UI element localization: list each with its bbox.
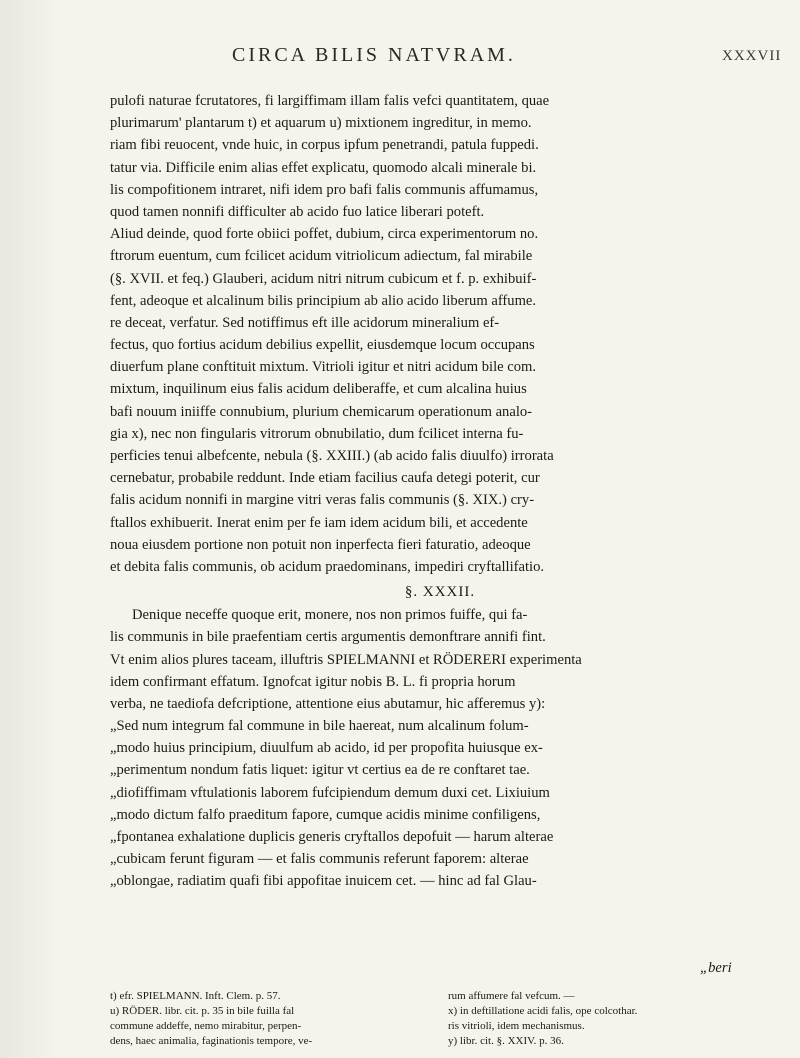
text-line: fectus, quo fortius acidum debilius expellit, eiusdemque locum occupans	[110, 337, 535, 354]
main-text	[110, 90, 770, 893]
section-heading: §. XXXII.	[404, 584, 476, 601]
text-line: re deceat, verfatur. Sed notiffimus eft ille acidorum mineralium ef-	[110, 314, 500, 331]
footnotes-right-column	[448, 989, 770, 1049]
text-line: falis acidum nonnifi in margine vitri veras falis communis (§. XIX.) cry-	[110, 492, 535, 509]
text-line: t) efr. SPIELMANN. Inft. Clem. p. 57.	[110, 990, 281, 1002]
text-line: perficies tenui albefcente, nebula (§. XXIII.) (ab acido falis diuulfo) irrorata	[110, 448, 554, 464]
text-line: riam fibi reuocent, vnde huic, in corpus ipfum penetrandi, patula fuppedi.	[110, 137, 539, 154]
catchword: „beri	[700, 960, 732, 976]
text-line: „cubicam ferunt figuram — et falis communis referunt faporem: alterae	[110, 851, 529, 868]
text-line: „perimentum nondum fatis liquet: igitur vt certius ea de re conftaret tae.	[110, 762, 530, 779]
quotation	[110, 715, 770, 893]
text-line: „modo huius principium, diuulfum ab acido, id per propofita huiusque ex-	[110, 740, 543, 757]
text-line: x) in deftillatione acidi falis, ope colcothar.	[448, 1005, 638, 1017]
text-line: „oblongae, radiatim quafi fibi appofitae inuicem cet. — hinc ad fal Glau-	[110, 873, 537, 890]
text-line: cernebatur, probabile reddunt. Inde etiam facilius caufa detegi poterit, cur	[110, 470, 540, 487]
text-line: ftallos exhibuerit. Inerat enim per fe iam idem acidum bili, et accedente	[110, 514, 528, 531]
footnotes-left-column	[110, 989, 432, 1049]
text-line: Aliud deinde, quod forte obiici poffet, dubium, circa experimentorum no.	[110, 226, 539, 243]
text-line: ris vitrioli, idem mechanismus.	[448, 1020, 585, 1032]
footnotes	[110, 989, 770, 1049]
text-line: gia x), nec non fingularis vitrorum obnubilatio, dum fcilicet interna fu-	[110, 425, 524, 442]
running-title: CIRCA BILIS NATVRAM.	[232, 44, 516, 66]
text-line: pulofi naturae fcrutatores, fi largiffimam illam falis vefci quantitatem, quae	[110, 93, 550, 109]
page-fold-shadow	[0, 0, 60, 1058]
text-line: noua eiusdem portione non potuit non inperfecta fieri faturatio, adeoque	[110, 536, 531, 553]
text-line: verba, ne taediofa defcriptione, attentione eius abutamur, hic afferemus y):	[110, 695, 546, 712]
text-line: (§. XVII. et feq.) Glauberi, acidum nitri nitrum cubicum et f. p. exhibuif-	[110, 270, 537, 287]
text-line: plurimarum' plantarum t) et aquarum u) mixtionem ingreditur, in memo.	[110, 115, 532, 132]
text-line: tatur via. Difficile enim alias effet explicatu, quomodo alcali minerale bi.	[110, 159, 537, 176]
text-line: bafi nouum iniiffe connubium, plurium chemicarum operationum analo-	[110, 403, 533, 420]
text-line: mixtum, inquilinum eius falis acidum deliberaffe, et cum alcalina huius	[110, 381, 527, 398]
text-line: et debita falis communis, ob acidum praedominans, impediri cryftallifatio.	[110, 558, 545, 575]
text-line: Vt enim alios plures taceam, illuftris SPIELMANNI et RÖDERERI experimenta	[110, 651, 582, 668]
text-line: „Sed num integrum fal commune in bile haereat, num alcalinum folum-	[110, 718, 529, 735]
text-line: y) libr. cit. §. XXIV. p. 36.	[448, 1035, 564, 1047]
text-line: „fpontanea exhalatione duplicis generis cryftallos depofuit — harum alterae	[110, 829, 554, 845]
page-header	[0, 44, 800, 78]
text-line: u) RÖDER. libr. cit. p. 35 in bile fuilla fal	[110, 1005, 295, 1017]
text-line: fent, adeoque et alcalinum bilis principium ab alio acido liberum affume.	[110, 292, 537, 309]
text-line: rum affumere fal vefcum. —	[448, 990, 575, 1002]
text-line: lis communis in bile praefentiam certis argumentis demonftrare annifi fint.	[110, 629, 546, 646]
page-number: XXXVII	[722, 48, 782, 64]
text-line: idem confirmant effatum. Ignofcat igitur nobis B. L. fi propria horum	[110, 673, 516, 690]
text-line: „modo dictum falfo praeditum fapore, cumque acidis minime confiligens,	[110, 806, 541, 823]
text-line: Denique neceffe quoque erit, monere, nos non primos fuiffe, qui fa-	[132, 607, 528, 624]
text-line: commune addeffe, nemo mirabitur, perpen-	[110, 1020, 302, 1032]
paragraph-1	[110, 90, 770, 578]
text-line: dens, haec animalia, faginationis tempore, ve-	[110, 1035, 313, 1047]
text-line: ftrorum euentum, cum fcilicet acidum vitriolicum adiectum, fal mirabile	[110, 248, 533, 265]
text-line: quod tamen nonnifi difficulter ab acido fuo latice liberari poteft.	[110, 203, 485, 220]
text-line: lis compofitionem intraret, nifi idem pro bafi falis communis affumamus,	[110, 181, 539, 198]
text-line: „diofiffimam vftulationis laborem fufcipiendum demum duxi cet. Lixiuium	[110, 784, 550, 801]
text-line: diuerfum plane conftituit mixtum. Vitrioli igitur et nitri acidum bile com.	[110, 359, 537, 376]
paragraph-2	[110, 604, 770, 715]
